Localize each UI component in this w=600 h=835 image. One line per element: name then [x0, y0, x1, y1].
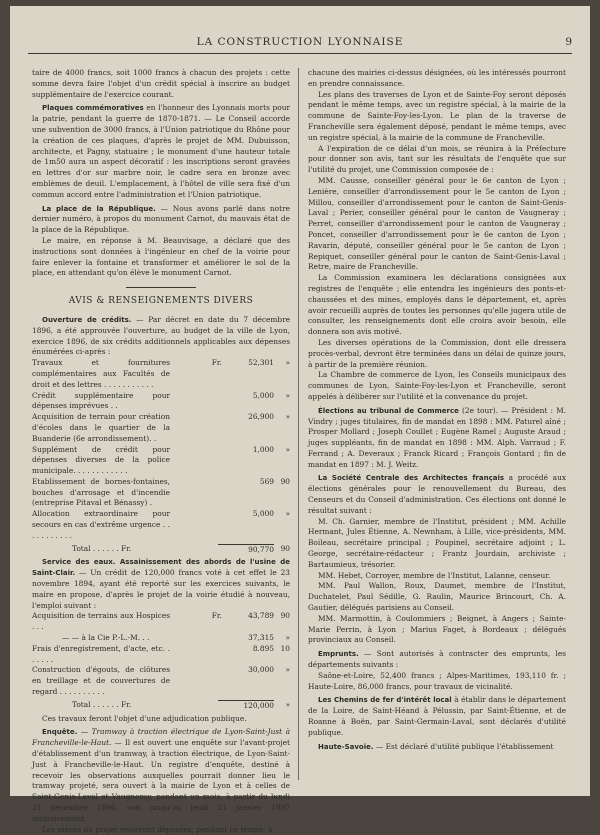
eaux-cents: 10 — [280, 643, 290, 653]
total-cents: 90 — [280, 543, 290, 553]
eaux-total-row — [32, 700, 290, 712]
right-paragraph-12: Saône-et-Loire, 52,400 francs ; Alpes-Maritimes, 193,110 fr. ; Haute-Loire, 86,000 francs, pour travaux de vicinalité. — [308, 670, 566, 691]
maire-paragraph: Le maire, en réponse à M. Beauvisage, a déclaré que des instructions sont données à l'ingénieur en chef de la voirie pour faire enlever la fontaine et transformer et améliorer le sol de la place, en attendant qu'on élève le monument Carnot. — [32, 235, 290, 278]
credit-cents: » — [285, 358, 290, 368]
credit-cents: » — [285, 509, 290, 519]
eaux-text: — Un crédit de 120,000 francs voté à cet effet le 23 novembre 1894, ayant été reporté sur les exercices suivants, le maire en propose, d'après le projet de la voirie étudié à nouveau, l'emploi suivant : — [32, 568, 290, 610]
eaux-heading: Service des eaux. Assainissement des abords de l'usine de Saint-Clair. — [32, 558, 290, 578]
credit-cents: » — [285, 444, 290, 454]
credit-unit — [170, 391, 222, 413]
credit-desc: Travaux et fournitures complémentaires aux Facultés de droit et des lettres . . . . . . . . . . . — [32, 358, 170, 389]
credit-unit: Fr. — [211, 358, 222, 368]
header-rule — [28, 53, 572, 54]
credit-amount: 1,000 — [252, 444, 274, 454]
enquete-paragraph — [32, 727, 290, 824]
chemins-text: à établir dans le département de la Loire, de Saint-Héand à Pélussin, par Saint-Étienne, et de Roanne à Boën, par Saint-Germain-Laval, sont déclarés d'utilité publique. — [308, 695, 566, 737]
left-column — [32, 68, 290, 835]
credit-cents: » — [285, 390, 290, 400]
commission-members: MM. Causse, conseiller général pour le 6e canton de Lyon ; Lenière, conseiller d'arrondissement pour le 5e canton de Lyon ; Millou, conseiller d'arrondissement pour le canton de Saint-Genis-Laval ; Perier, conseiller général pour le canton de Vaugneray ; Perret, conseiller d'arrondissement pour le canton de Vaugneray ; Poncet, conseiller d'arrondissement pour le 6e canton de Lyon ; Ravarin, député, conseiller général pour le 5e canton de Lyon ; Repiquet, conseiller général pour le canton de Saint-Genis-Laval ; Retre, maire de Francheville. — [308, 175, 566, 272]
right-column — [308, 68, 566, 752]
credit-cents: 90 — [280, 476, 290, 486]
eaux-cents: 90 — [280, 611, 290, 621]
credit-desc: Crédit supplémentaire pour dépenses imprévues . . — [32, 390, 170, 411]
intro-paragraph: taire de 4000 francs, soit 1000 francs à chacun des projets : cette somme devra faire l'objet d'un crédit spécial à inscrire au budget supplémentaire de l'exercice courant. — [32, 68, 290, 99]
societe-paragraph — [308, 473, 566, 516]
eaux-cents: » — [285, 665, 290, 675]
eaux-amount: 37,315 — [248, 633, 274, 643]
right-paragraph-11: MM. Marmottin, à Coulommiers ; Beignet, à Angers ; Sainte-Marie Perrin, à Lyon ; Marius Faget, à Bordeaux ; délégués provinciaux au Conseil. — [308, 613, 566, 645]
republique-paragraph — [32, 204, 290, 236]
ouverture-paragraph — [32, 315, 290, 358]
elections-text: (2e tour). — Président : M. Vindry ; juges titulaires, fin de mandat en 1898 : MM. Paturel aîné ; Prosper Mollard ; Joseph Coullet ; Eugène Ramel ; Auguste Araud ; juges suppléants, fin de mandat en 1898 : MM. Alph. Varraud ; F. Ferrand ; A. Deveraux ; Franck Ricard ; François Gontard ; fin de mandat en 1897 : M. J. Weitz. — [308, 405, 566, 469]
section-heading: AVIS & RENSEIGNEMENTS DIVERS — [32, 287, 290, 307]
elections-paragraph — [308, 406, 566, 471]
credit-row — [32, 358, 290, 390]
savoie-paragraph — [308, 742, 566, 753]
eaux-desc: Construction d'égouts, de clôtures en treillage et de couvertures de regard . . . . . . . . . . — [32, 665, 170, 697]
total-label: Total . . . . . . Fr. — [72, 543, 132, 553]
pieces-paragraph: Les pièces du projet resteront déposées, pendant ce temps, à — [42, 824, 273, 834]
societe-text: a procédé aux élections générales pour le renouvellement du Bureau, des Censeurs et du Conseil d'administration. Ces élections ont donné le résultat suivant : — [308, 473, 567, 515]
column-divider — [298, 68, 299, 780]
eaux-unit — [170, 644, 222, 666]
credit-cents: » — [285, 412, 290, 422]
eaux-table — [32, 611, 290, 711]
credit-desc: Acquisition de terrain pour création d'écoles dans le quartier de la Buanderie (6e arrondissement). . — [32, 412, 170, 443]
credit-row — [32, 445, 290, 477]
right-paragraph-7: La Chambre de commerce de Lyon, les Conseils municipaux des communes de Lyon, Sainte-Foy-les-Lyon et Francheville, seront appelés à délibérer sur l'utilité et la convenance du projet. — [308, 370, 566, 401]
credit-desc: Allocation extraordinaire pour secours en cas d'extrême urgence . . . . . . . . . . . — [32, 509, 170, 540]
eaux-unit — [170, 633, 222, 644]
credit-row — [32, 412, 290, 444]
ouverture-text: — Par décret en date du 7 décembre 1896, a été approuvée l'ouverture, au budget de la ville de Lyon, exercice 1896, de six crédits additionnels applicables aux dépenses énumérées ci-après : — [32, 314, 290, 357]
eaux-row — [32, 644, 290, 666]
credit-unit — [170, 412, 222, 444]
credit-row — [32, 477, 290, 509]
credit-row — [32, 509, 290, 541]
chemins-paragraph — [308, 695, 566, 738]
eaux-row — [32, 633, 290, 644]
eaux-paragraph — [32, 557, 290, 611]
right-paragraph-6: Les diverses opérations de la Commission, dont elle dressera procès-verbal, devront être terminées dans un délai de quinze jours, à partir de la première réunion. — [308, 337, 566, 369]
plaques-text: en l'honneur des Lyonnais morts pour la patrie, pendant la guerre de 1870-1871. — Le Conseil accorde une subvention de 3000 francs, à l'Union patriotique du Rhône pour la création de ces plaques, d'après le projet de MM. Dubuisson, architecte, et Pagny, statuaire ; le monument d'une hauteur totale de 1m50 aura un aspect décoratif : les inscriptions seront gravées en lettres d'or sur marbre noir, le cadre sera en bronze avec emblèmes de deuil. L'emplacement, à l'hôtel de ville sera fixé d'un commun accord entre l'administration et l'Union patriotique. — [32, 103, 291, 199]
credit-amount: 5,000 — [252, 509, 274, 519]
credit-desc: Supplément de crédit pour dépenses diverses de la police municipale. . . . . . . . . . . . — [32, 444, 170, 476]
right-paragraph-2: Les plans des traverses de Lyon et de Sainte-Foy seront déposés pendant le même temps, avec un registre spécial, à la mairie de la commune de Sainte-Foy-les-Lyon. Le plan de la traverse de Francheville sera également déposé, pendant le même temps, avec un registre spécial, à la mairie de la commune de Francheville. — [308, 89, 566, 142]
credit-amount: 52,301 — [248, 358, 274, 368]
page-number: 9 — [565, 36, 572, 48]
emprunts-text: — Sont autorisés à contracter des emprunts, les départements suivants : — [308, 649, 566, 670]
enquete-italic: — Tramway à traction électrique de Lyon-Saint-Just à Francheville-le-Haut. — [32, 727, 290, 748]
eaux-amount: 8.895 — [252, 643, 274, 653]
eaux-cents: » — [285, 633, 290, 643]
credits-total-row — [32, 544, 290, 556]
right-paragraph-3: A l'expiration de ce délai d'un mois, se réunira à la Préfecture pour donner son avis, tant sur les résultats de l'enquête que sur l'utilité du projet, une Commission composée de : — [308, 143, 566, 175]
eaux-amount: 30,000 — [248, 665, 274, 675]
plaques-heading: Plaques commémoratives — [42, 104, 144, 113]
credit-unit — [170, 445, 222, 477]
eaux-row — [32, 611, 290, 633]
right-paragraph-9: MM. Hebet, Corroyer, membre de l'Institut, Lalanne, censeur. — [318, 570, 551, 580]
credit-amount: 26,900 — [248, 412, 274, 422]
eaux-row — [32, 665, 290, 697]
credit-unit — [170, 509, 222, 541]
credit-unit — [170, 477, 222, 509]
credit-desc: Etablissement de bornes-fontaines, bouches d'arrosage et d'incendie (entreprise Pitaval et Bénassy) . — [32, 476, 170, 508]
emprunts-heading: Emprunts. — [318, 650, 359, 659]
enquete-text: — Il est ouvert une enquête sur l'avant-projet d'établissement d'un tramway, à traction électrique, de Lyon-Saint-Just à Francheville-le-Haut. Un registre d'enquête, destiné à recevoir les observations auxquelles pourrait donner lieu le tramway projeté, sera ouvert à la mairie de Lyon et à celles de Saint-Genis-Laval et Vaugneray, pendant un mois, à partir du lundi 21 décembre 1896, soit jusqu'au jeudi 21 janvier 1897 inclusivement. — [32, 738, 290, 823]
credit-row — [32, 391, 290, 413]
journal-page — [10, 6, 590, 834]
eaux-unit — [170, 665, 222, 697]
chemins-heading: Les Chemins de fer d'intérêt local — [318, 696, 452, 705]
eaux-unit: Fr. — [211, 611, 222, 621]
elections-heading: Élections au tribunal de Commerce — [318, 406, 459, 415]
savoie-heading: Haute-Savoie. — [318, 742, 374, 751]
eaux-note: Ces travaux feront l'objet d'une adjudication publique. — [42, 713, 247, 723]
total-amount: 120,000 — [218, 700, 274, 712]
enquete-heading: Enquête. — [42, 728, 78, 737]
right-paragraph-5: La Commission examinera les déclarations consignées aux registres de l'enquête ; elle entendra les ingénieurs des ponts-et-chaussées et des mines, employés dans le département, et, après avoir recueilli auprès de toutes les personnes qu'elle jugera utile de consulter, les renseignements dont elle croira avoir besoin, elle donnera son avis motivé. — [308, 273, 566, 337]
emprunts-paragraph — [308, 649, 566, 671]
page-header — [10, 36, 590, 52]
credit-amount: 5,000 — [252, 390, 274, 400]
total-amount: 90,770 — [218, 544, 274, 556]
eaux-desc: Frais d'enregistrement, d'acte, etc. . . . . . . — [32, 643, 170, 664]
total-cents: » — [285, 699, 290, 709]
eaux-desc: Acquisition de terrains aux Hospices . . . — [32, 611, 170, 632]
plaques-paragraph — [32, 103, 290, 200]
savoie-text: — Est déclaré d'utilité publique l'établissement — [375, 741, 554, 751]
right-paragraph-8: M. Ch. Garnier, membre de l'Institut, président ; MM. Achille Hermant, Jules Étienne, A. Newnham, à Lille, vice-présidents, MM. Boileau, secrétaire principal ; Poupinel, secrétaire adjoint ; L. George, secrétaire-rédacteur ; Frantz Jourdain, archiviste ; Bartaumieux, trésorier. — [308, 516, 566, 569]
right-paragraph-1: chacune des mairies ci-dessus désignées, où les intéressés pourront en prendre connaissance. — [308, 68, 566, 88]
credits-table — [32, 358, 290, 555]
republique-heading: La place de la République. — [42, 204, 156, 213]
eaux-desc: — — à la Cie P.-L.-M. . . — [62, 633, 150, 643]
right-paragraph-10: MM. Paul Wallon, Roux, Daumet, membre de l'Institut, Duchatelet, Paul Sédille, G. Raulin, Maurice Brincourt, Ch. A. Gautier, délégués parisiens au Conseil. — [308, 581, 566, 613]
credit-amount: 569 — [259, 476, 274, 486]
journal-title: LA CONSTRUCTION LYONNAISE — [196, 36, 404, 48]
ouverture-heading: Ouverture de crédits. — [42, 315, 132, 324]
societe-heading: La Société Centrale des Architectes français — [318, 474, 505, 483]
eaux-amount: 43,789 — [248, 611, 274, 621]
republique-text: — Nous avons parlé dans notre dernier numéro, à propos du monument Carnot, du mauvais état de la place de la République. — [32, 203, 291, 235]
total-label: Total . . . . . . Fr. — [72, 699, 132, 709]
